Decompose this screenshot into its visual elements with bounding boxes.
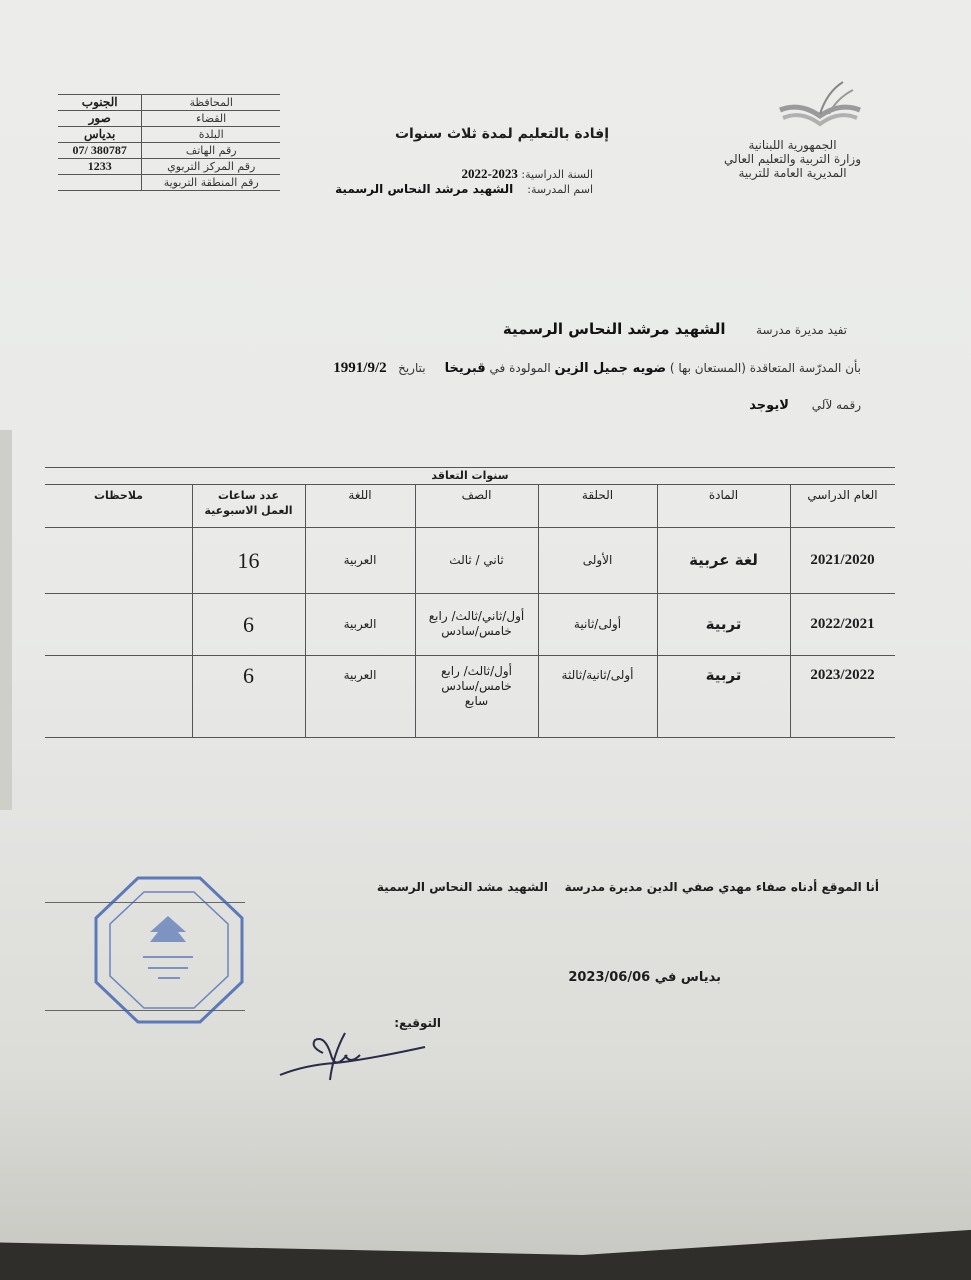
birthplace: قبريخا [444,361,486,376]
info-row [58,95,280,111]
ministry-book-logo-icon [775,80,865,130]
info-value: صور [58,111,142,127]
signer-role: مديرة مدرسة [564,880,643,894]
statement-line-2 [333,360,861,377]
row-hours: 16 [237,547,260,573]
ministry-line: المديرية العامة للتربية [738,166,847,180]
row-language: العربية [343,667,377,682]
header-weekly-hours: عدد ساعات العمل الاسبوعية [204,489,293,517]
school-info-table [58,94,280,191]
signer-name: صفاء مهدي صفي الدين [646,880,787,894]
underlying-paper-edge [0,430,12,810]
id-line [749,398,861,413]
info-label: رقم الهاتف [142,143,280,159]
header-language: اللغة [348,488,372,502]
official-stamp-icon [88,872,248,1028]
school-year-value: 2023-2022 [461,166,518,181]
info-label: رقم المركز التربوي [142,159,280,175]
school-year-line [462,166,593,182]
teacher-name: ضويه جميل الزين [554,361,667,376]
info-value: الجنوب [58,95,142,111]
info-label: القضاء [142,111,280,127]
info-row [58,175,280,191]
contract-years-table [45,467,895,737]
id-value: لايوجد [749,398,789,413]
row-grade: أول/ثاني/ثالث/ رابع خامس/سادس [428,609,525,638]
signer-school: الشهيد مشد النحاس الرسمية [376,880,548,894]
row-subject: تربية [705,665,742,684]
row-year: 2021/2020 [810,551,875,568]
row-language: العربية [343,616,377,631]
info-row [58,159,280,175]
school-name-value: الشهيد مرشد النحاس الرسمية [335,182,514,196]
info-value [58,175,142,191]
info-value: 07/ 380787 [58,143,142,159]
birth-date: 1991/9/2 [333,360,387,376]
statement-line-1 [503,320,847,338]
statement-prefix: تفيد مديرة مدرسة [756,323,847,337]
table-caption: سنوات التعاقد [431,469,509,482]
place-date: بدياس في 2023/06/06 [568,970,721,985]
info-label: البلدة [142,127,280,143]
row-notes [45,527,192,593]
header-year: العام الدراسي [807,488,878,502]
info-row [58,143,280,159]
info-row [58,111,280,127]
row-language: العربية [343,552,377,567]
row-subject: تربية [705,614,742,633]
statement-school: الشهيد مرشد النحاس الرسمية [502,320,726,338]
school-name-line [335,182,593,196]
row-year: 2022/2021 [810,615,875,632]
declaration-line [377,880,879,894]
row-grade: أول/ثالث/ رابع خامس/سادس سابع [440,663,513,708]
row-cycle: الأولى [582,552,613,567]
school-year-label: السنة الدراسية: [521,168,593,181]
contract-prefix: بأن المدرّسة المتعاقدة (المستعان بها ) [669,361,861,375]
info-value: بدياس [58,127,142,143]
born-in-label: المولودة في [489,361,551,375]
row-cycle: أولى/ثانية/ثالثة [561,667,634,682]
declaration-prefix: أنا الموقع أدناه [790,880,879,894]
info-label: رقم المنطقة التربوية [142,175,280,191]
row-hours: 6 [243,662,254,688]
header-grade: الصف [461,488,492,502]
row-notes [45,655,192,695]
signature-label: التوقيع: [394,1016,441,1030]
row-grade: ثاني / ثالث [449,552,504,567]
header-cycle: الحلقة [581,488,614,502]
header-subject: المادة [708,488,739,502]
signature-icon [275,1025,435,1090]
info-row [58,127,280,143]
row-hours: 6 [243,611,254,637]
row-notes [45,593,192,655]
school-name-label: اسم المدرسة: [527,183,593,196]
row-year: 2023/2022 [810,666,875,683]
info-value: 1233 [58,159,142,175]
date-label: بتاريخ [398,361,426,375]
id-label: رقمه لآلي [811,398,861,412]
ministry-line: الجمهورية اللبنانية [748,138,837,152]
header-notes: ملاحظات [94,489,143,502]
document-title: إفادة بالتعليم لمدة ثلاث سنوات [394,126,609,142]
row-subject: لغة عربية [689,550,758,569]
ministry-line: وزارة التربية والتعليم العالي [724,152,861,166]
row-cycle: أولى/ثانية [573,616,622,631]
info-label: المحافظة [142,95,280,111]
ministry-header [724,138,861,180]
